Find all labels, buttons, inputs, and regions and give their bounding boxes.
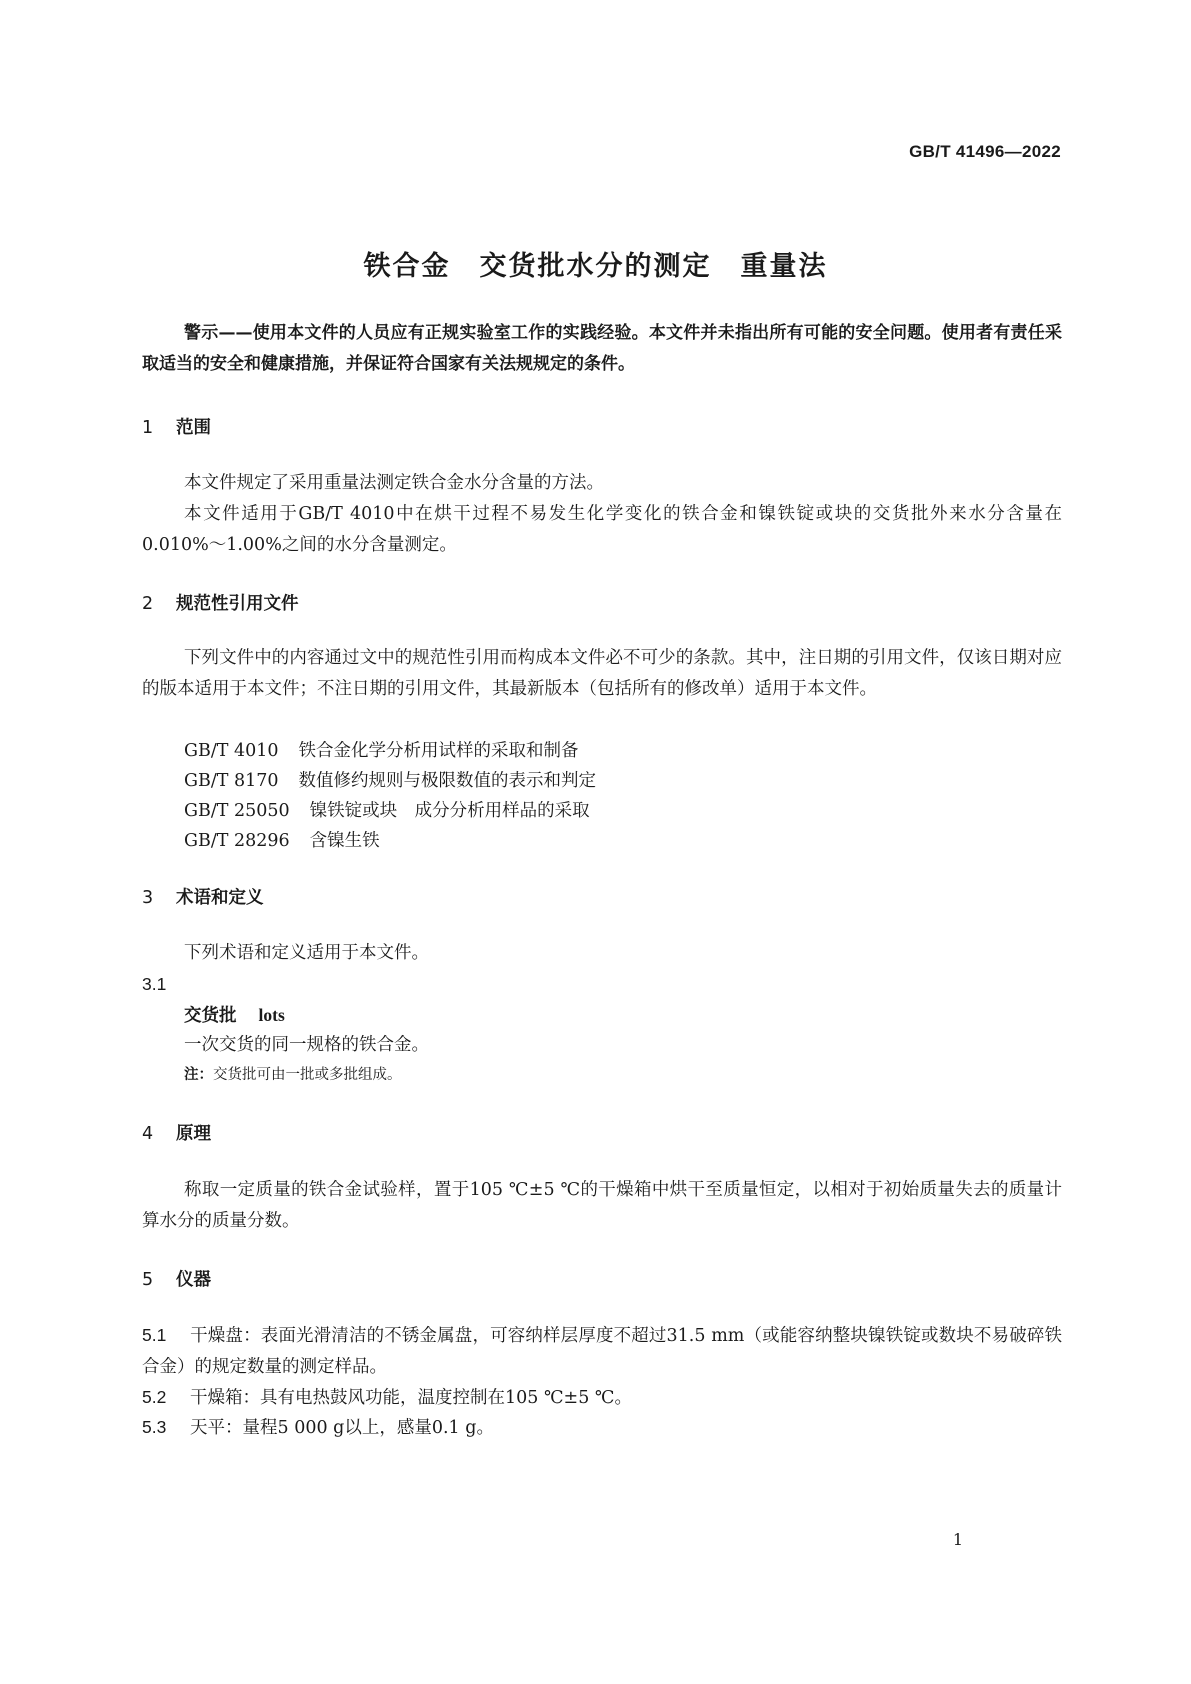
reference-code: GB/T 25050	[184, 801, 290, 821]
item-text: 干燥盘：表面光滑清洁的不锈金属盘，可容纳样层厚度不超过31.5 mm（或能容纳整块镍铁锭或数块不易破碎铁合金）的规定数量的测定样品。	[142, 1326, 1062, 1377]
term-chinese: 交货批	[184, 1006, 237, 1026]
reference-title: 数值修约规则与极限数值的表示和判定	[298, 771, 597, 791]
apparatus-item	[142, 1382, 1062, 1414]
reference-item	[184, 796, 590, 827]
reference-item	[184, 826, 380, 857]
scope-paragraph-2: 本文件适用于GB/T 4010中在烘干过程不易发生化学变化的铁合金和镍铁锭或块的交货批外来水分含量在0.010%～1.00%之间的水分含量测定。	[142, 504, 1062, 555]
term-english: lots	[258, 1005, 285, 1025]
principle-paragraph: 称取一定质量的铁合金试验样，置于105 ℃±5 ℃的干燥箱中烘干至质量恒定，以相对于初始质量失去的质量计算水分的质量分数。	[142, 1180, 1062, 1231]
section-2-heading	[142, 590, 299, 615]
section-number: 5	[142, 1270, 154, 1290]
term-definition: 一次交货的同一规格的铁合金。	[184, 1035, 429, 1055]
section-number: 1	[142, 418, 154, 438]
term-note	[184, 1063, 402, 1084]
section-title: 仪器	[176, 1270, 211, 1290]
note-label: 注：	[184, 1067, 213, 1083]
item-text: 干燥箱：具有电热鼓风功能，温度控制在105 ℃±5 ℃。	[190, 1388, 632, 1408]
section-title: 原理	[176, 1124, 211, 1144]
section-4-heading	[142, 1120, 211, 1145]
item-number: 5.1	[142, 1325, 167, 1345]
section-title: 术语和定义	[176, 888, 264, 908]
section-1-heading	[142, 414, 211, 439]
section-number: 4	[142, 1124, 154, 1144]
apparatus-item	[142, 1412, 1062, 1444]
item-text: 天平：量程5 000 g以上，感量0.1 g。	[190, 1418, 494, 1438]
reference-title: 含镍生铁	[309, 831, 380, 851]
normative-refs-paragraph: 下列文件中的内容通过文中的规范性引用而构成本文件必不可少的条款。其中，注日期的引用文件，仅该日期对应的版本适用于本文件；不注日期的引用文件，其最新版本（包括所有的修改单）适用于本文件。	[142, 648, 1062, 699]
term-entry	[184, 1000, 285, 1032]
reference-item	[184, 736, 579, 767]
section-3-heading	[142, 884, 264, 909]
scope-paragraph-1: 本文件规定了采用重量法测定铁合金水分含量的方法。	[184, 473, 604, 493]
warning-paragraph: 警示——使用本文件的人员应有正规实验室工作的实践经验。本文件并未指出所有可能的安全问题。使用者有责任采取适当的安全和健康措施，并保证符合国家有关法规规定的条件。	[142, 323, 1062, 374]
section-5-heading	[142, 1266, 211, 1291]
section-number: 2	[142, 594, 154, 614]
reference-title: 铁合金化学分析用试样的采取和制备	[298, 741, 579, 761]
document-title: 铁合金 交货批水分的测定 重量法	[363, 251, 828, 282]
item-number: 5.2	[142, 1387, 167, 1407]
note-text: 交货批可由一批或多批组成。	[213, 1067, 402, 1083]
reference-code: GB/T 4010	[184, 741, 279, 761]
section-title: 规范性引用文件	[176, 594, 299, 614]
reference-code: GB/T 28296	[184, 831, 290, 851]
reference-code: GB/T 8170	[184, 771, 279, 791]
page-number: 1	[952, 1530, 963, 1549]
section-title: 范围	[176, 418, 211, 438]
reference-item	[184, 766, 596, 797]
terms-intro-paragraph: 下列术语和定义适用于本文件。	[184, 943, 429, 963]
item-number: 5.3	[142, 1417, 167, 1437]
term-number: 3.1	[142, 974, 167, 994]
section-number: 3	[142, 888, 154, 908]
standard-number: GB/T 41496—2022	[909, 142, 1061, 161]
reference-title: 镍铁锭或块 成分分析用样品的采取	[309, 801, 590, 821]
apparatus-item	[142, 1320, 1062, 1383]
